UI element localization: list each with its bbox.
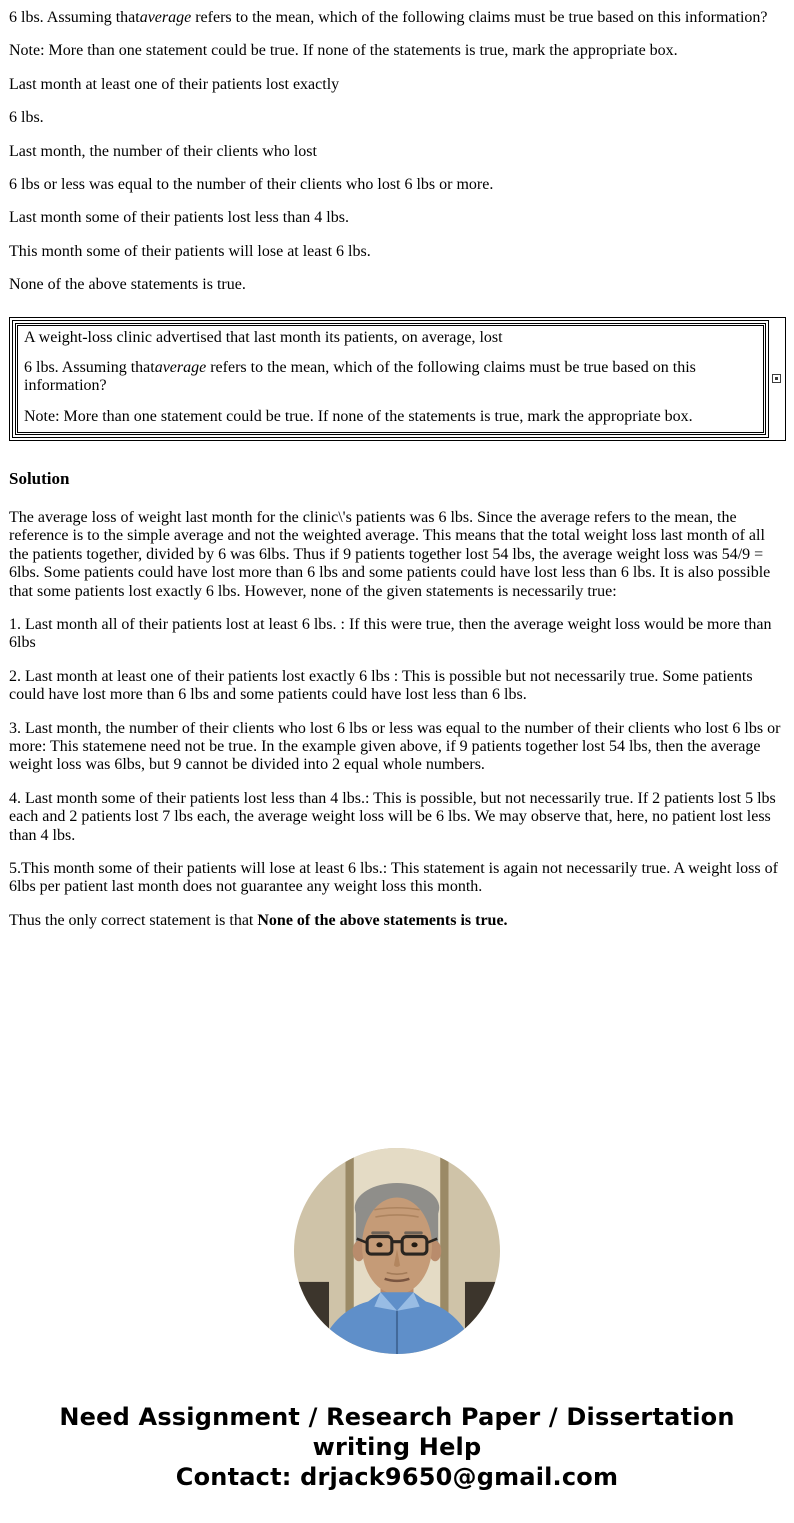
statement-text: This month some of their patients will lose at least 6 lbs.	[9, 242, 371, 260]
question-box-border	[12, 320, 769, 439]
solution-intro: The average loss of weight last month for the clinic\'s patients was 6 lbs. Since the average refers to the mean, the reference is to the simple average and not the weighted average. This means that the total weight loss last month of all the patients together, divided by 6 was 6lbs. Thus if 9 patients together lost 54 lbs, the average weight loss was 54/9 = 6lbs. Some patients could have lost more than 6 lbs and some patients could have lost less than 6 lbs. It is also possible that some patients lost exactly 6 lbs. However, none of the given statements is necessarily true:	[9, 509, 771, 600]
box-question-line1: A weight-loss clinic advertised that last month its patients, on average, lost	[24, 328, 503, 346]
solution-heading: Solution	[9, 469, 70, 489]
avatar	[294, 1148, 500, 1354]
note-text: Note: More than one statement could be true. If none of the statements is true, mark the appropriate box.	[9, 42, 678, 60]
solution-point: 2. Last month at least one of their patients lost exactly 6 lbs : This is possible but not necessarily true. Some patients could have lost more than 6 lbs and some patients could have lost less than 6 lbs.	[9, 667, 753, 704]
question-box-side	[769, 320, 783, 439]
question-box-border-inner	[15, 323, 766, 436]
conclusion-bold-text: None of the above statements is true.	[257, 911, 508, 929]
question-box-content	[17, 325, 764, 434]
conclusion-text: Thus the only correct statement is that	[9, 911, 258, 929]
question-text: 6 lbs. Assuming that	[9, 9, 140, 26]
box-question-line2	[24, 359, 757, 396]
statement-text: Last month at least one of their patients lost exactly	[9, 75, 340, 93]
solution-point: 3. Last month, the number of their clients who lost 6 lbs or less was equal to the number of their clients who lost 6 lbs or more: This statemene need not be true. In the example given above, if 9 patients together lost 54 lbs, then the average weight loss was 6lbs, but 9 cannot be divided into 2 equal whole numbers.	[9, 719, 781, 774]
solution-point: 1. Last month all of their patients lost at least 6 lbs. : If this were true, then the average weight loss would be more than 6lbs	[9, 616, 772, 652]
person-photo-illustration	[294, 1148, 500, 1354]
statement-text: 6 lbs.	[9, 109, 44, 127]
solution-conclusion	[9, 912, 786, 930]
statement-text: Last month some of their patients lost less than 4 lbs.	[9, 209, 349, 227]
box-question-italic-word: average	[154, 358, 207, 376]
embedded-object-marker-icon	[772, 374, 781, 383]
main-content	[0, 9, 794, 930]
question-box	[9, 317, 786, 442]
footer	[0, 1402, 794, 1520]
footer-line: writing Help	[312, 1433, 482, 1462]
box-note-text: Note: More than one statement could be true. If none of the statements is true, mark the appropriate box.	[24, 407, 693, 425]
avatar-section	[0, 1148, 794, 1354]
question-fragment	[9, 9, 786, 27]
solution-point: 4. Last month some of their patients lost less than 4 lbs.: This is possible, but not necessarily true. If 2 patients lost 5 lbs each and 2 patients lost 7 lbs each, the average weight loss will be 6 lbs. We may observe that, here, no patient lost less than 4 lbs.	[9, 789, 776, 844]
contact-line: Contact: drjack9650@gmail.com	[175, 1463, 619, 1492]
footer-line: Need Assignment / Research Paper / Dissertation	[59, 1403, 735, 1432]
statement-text: 6 lbs or less was equal to the number of their clients who lost 6 lbs or more.	[9, 175, 494, 193]
question-text-cont: refers to the mean, which of the following claims must be true based on this information?	[191, 9, 768, 26]
statement-text: Last month, the number of their clients who lost	[9, 142, 317, 160]
box-question-text-cont: refers to the mean, which of the following claims must be true based on this information?	[24, 358, 696, 395]
statement-text: None of the above statements is true.	[9, 276, 246, 294]
question-italic-word: average	[139, 9, 192, 26]
box-question-text: 6 lbs. Assuming that	[24, 358, 155, 376]
solution-point: 5.This month some of their patients will lose at least 6 lbs.: This statement is again not necessarily true. A weight loss of 6lbs per patient last month does not guarantee any weight loss this month.	[9, 859, 778, 896]
